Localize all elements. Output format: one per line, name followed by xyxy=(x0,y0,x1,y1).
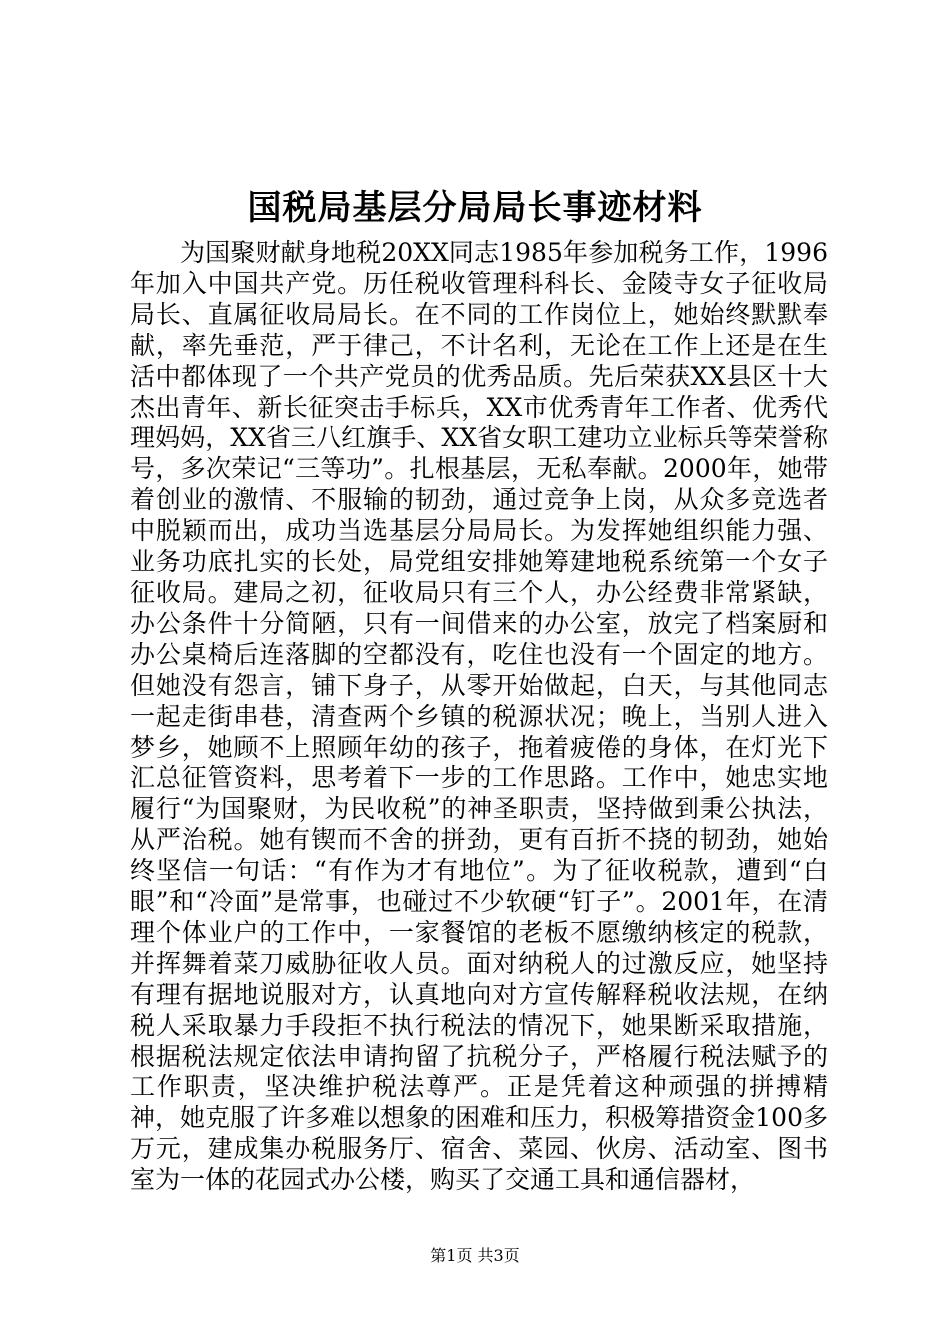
document-body-paragraph: 为国聚财献身地税20XX同志1985年参加税务工作，1996年加入中国共产党。历任税收管理科科长、金陵寺女子征收局局长、直属征收局局长。在不同的工作岗位上，她始终默默奉献，率先垂范，严于律己，不计名利，无论在工作上还是在生活中都体现了一个共产党员的优秀品质。先后荣获XX县区十大杰出青年、新长征突击手标兵，XX市优秀青年工作者、优秀代理妈妈，XX省三八红旗手、XX省女职工建功立业标兵等荣誉称号，多次荣记“三等功”。扎根基层，无私奉献。2000年，她带着创业的激情、不服输的韧劲，通过竞争上岗，从众多竞选者中脱颖而出，成功当选基层分局局长。为发挥她组织能力强、业务功底扎实的长处，局党组安排她筹建地税系统第一个女子征收局。建局之初，征收局只有三个人，办公经费非常紧缺，办公条件十分简陋，只有一间借来的办公室，放完了档案厨和办公桌椅后连落脚的空都没有，吃住也没有一个固定的地方。但她没有怨言，铺下身子，从零开始做起，白天，与其他同志一起走街串巷，清查两个乡镇的税源状况；晚上，当别人进入梦乡，她顾不上照顾年幼的孩子，拖着疲倦的身体，在灯光下汇总征管资料，思考着下一步的工作思路。工作中，她忠实地履行“为国聚财，为民收税”的神圣职责，坚持做到秉公执法，从严治税。她有锲而不舍的拼劲，更有百折不挠的韧劲，她始终坚信一句话：“有作为才有地位”。为了征收税款，遭到“白眼”和“冷面”是常事，也碰过不少软硬“钉子”。2001年，在清理个体业户的工作中，一家餐馆的老板不愿缴纳核定的税款，并挥舞着菜刀威胁征收人员。面对纳税人的过激反应，她坚持有理有据地说服对方，认真地向对方宣传解释税收法规，在纳税人采取暴力手段拒不执行税法的情况下，她果断采取措施，根据税法规定依法申请拘留了抗税分子，严格履行税法赋予的工作职责，坚决维护税法尊严。正是凭着这种顽强的拼搏精神，她克服了许多难以想象的困难和压力，积极筹措资金100多万元，建成集办税服务厅、宿舍、菜园、伙房、活动室、图书室为一体的花园式办公楼，购买了交通工具和通信器材， xyxy=(130,238,828,1195)
document-title: 国税局基层分局局长事迹材料 xyxy=(247,188,703,228)
page-number-footer: 第1页 共3页 xyxy=(430,1246,520,1265)
